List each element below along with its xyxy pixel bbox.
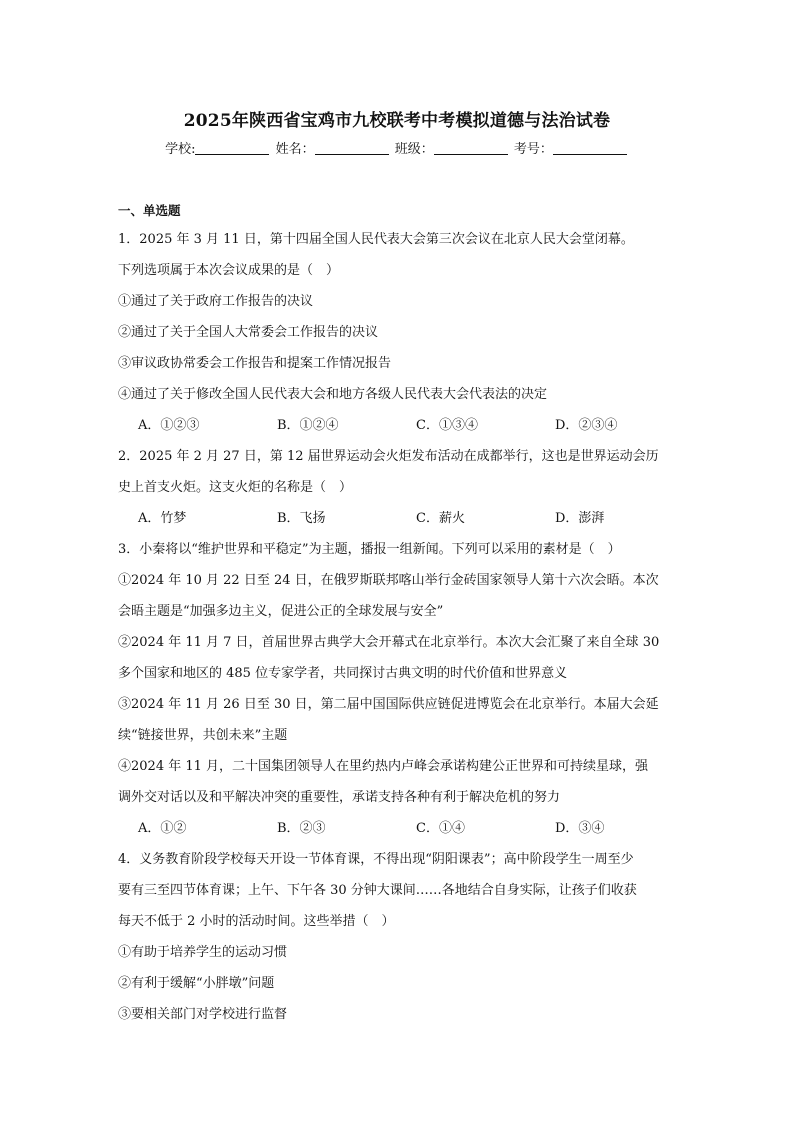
question-line: ②有利于缓解“小胖墩”问题 (118, 976, 275, 991)
question-line: ③要相关部门对学校进行监督 (118, 1007, 288, 1022)
question-line: ③审议政协常委会工作报告和提案工作情况报告 (118, 356, 392, 371)
answer-option[interactable]: C．①④ (416, 821, 465, 836)
school-blank[interactable] (195, 142, 269, 155)
answer-option[interactable]: D．③④ (555, 821, 605, 836)
exam-title: 2025年陕西省宝鸡市九校联考中考模拟道德与法治试卷 (183, 111, 611, 131)
question-line: ③2024 年 11 月 26 日至 30 日，第二届中国国际供应链促进博览会在北京举行。本届大会延 (118, 697, 659, 712)
name-blank[interactable] (315, 142, 389, 155)
section-title: 一、单选题 (118, 203, 181, 218)
question-line: ①有助于培养学生的运动习惯 (118, 945, 288, 960)
name-field[interactable] (276, 138, 391, 157)
exam-number-field[interactable] (514, 138, 629, 157)
class-blank[interactable] (434, 142, 508, 155)
question-line: ②通过了关于全国人大常委会工作报告的决议 (118, 325, 379, 340)
class-label: 班级： (394, 142, 434, 157)
answer-option[interactable]: B．①②④ (277, 418, 339, 433)
answer-option[interactable]: D．澎湃 (555, 511, 605, 526)
answer-option[interactable]: C．薪火 (416, 511, 465, 526)
question-line: ①通过了关于政府工作报告的决议 (118, 294, 314, 309)
answer-options (118, 503, 680, 534)
question-block (118, 844, 680, 1030)
question-line: 4．义务教育阶段学校每天开设一节体育课，不得出现“阴阳课表”；高中阶段学生一周至少 (118, 852, 634, 867)
question-block (118, 441, 680, 534)
question-block (118, 224, 680, 441)
question-line: 1．2025 年 3 月 11 日，第十四届全国人民代表大会第三次会议在北京人民大会堂闭幕。 (118, 232, 634, 247)
answer-option[interactable]: A．①②③ (138, 418, 200, 433)
answer-options (118, 410, 680, 441)
school-label: 学校: (165, 142, 196, 157)
answer-option[interactable]: A．①② (138, 821, 187, 836)
name-label: 姓名： (275, 142, 315, 157)
class-field[interactable] (395, 138, 510, 157)
question-line: 要有三至四节体育课；上午、下午各 30 分钟大课间……各地结合自身实际，让孩子们收获 (118, 883, 637, 898)
question-line: 3．小秦将以“维护世界和平稳定”为主题，播报一组新闻。下列可以采用的素材是（ ） (118, 542, 621, 557)
exam-number-label: 考号： (513, 142, 553, 157)
question-line: 多个国家和地区的 485 位专家学者，共同探讨古典文明的时代价值和世界意义 (118, 666, 568, 681)
question-line: 调外交对话以及和平解决冲突的重要性，承诺支持各种有利于解决危机的努力 (118, 790, 561, 805)
student-info-line (0, 138, 794, 157)
answer-option[interactable]: B．飞扬 (277, 511, 326, 526)
question-line: 2．2025 年 2 月 27 日，第 12 届世界运动会火炬发布活动在成都举行，这也是世界运动会历 (118, 449, 659, 464)
question-block (118, 534, 680, 844)
answer-option[interactable]: A．竹梦 (138, 511, 187, 526)
question-line: 下列选项属于本次会议成果的是（ ） (118, 263, 340, 278)
answer-option[interactable]: B．②③ (277, 821, 326, 836)
question-line: ①2024 年 10 月 22 日至 24 日，在俄罗斯联邦喀山举行金砖国家领导人第十六次会晤。本次 (118, 573, 659, 588)
answer-option[interactable]: D．②③④ (555, 418, 618, 433)
question-line: 史上首支火炬。这支火炬的名称是（ ） (118, 480, 353, 495)
exam-number-blank[interactable] (553, 142, 627, 155)
question-line: 会晤主题是“加强多边主义，促进公正的全球发展与安全” (118, 604, 444, 619)
school-field[interactable] (165, 138, 271, 157)
question-line: 每天不低于 2 小时的活动时间。这些举措（ ） (118, 914, 395, 929)
question-content (118, 200, 680, 1030)
question-list (118, 224, 680, 1030)
question-line: 续“链接世界，共创未来”主题 (118, 728, 288, 743)
question-line: ②2024 年 11 月 7 日，首届世界古典学大会开幕式在北京举行。本次大会汇聚了来自全球 30 (118, 635, 660, 650)
question-line: ④通过了关于修改全国人民代表大会和地方各级人民代表大会代表法的决定 (118, 387, 548, 402)
answer-options (118, 813, 680, 844)
question-line: ④2024 年 11 月，二十国集团领导人在里约热内卢峰会承诺构建公正世界和可持续星球，强 (118, 759, 649, 774)
answer-option[interactable]: C．①③④ (416, 418, 478, 433)
